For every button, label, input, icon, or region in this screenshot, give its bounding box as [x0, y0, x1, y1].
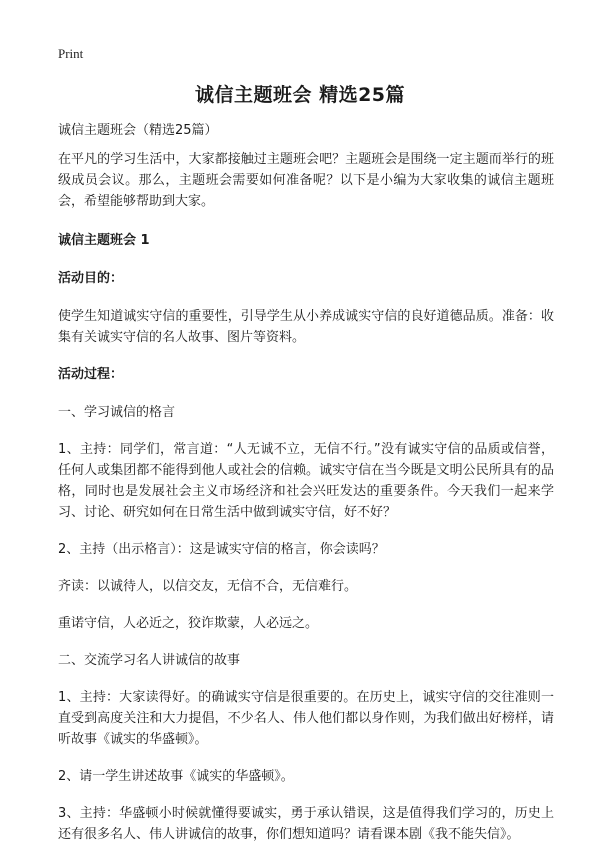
goal-heading: 活动目的： [58, 271, 124, 286]
intro-paragraph: 在平凡的学习生活中，大家都接触过主题班会吧？主题班会是围绕一定主题而举行的班级成员会议。那么，主题班会需要如何准备呢？以下是小编为大家收集的诚信主题班会，希望能够帮助到大家。 [58, 152, 554, 209]
goal-paragraph: 使学生知道诚实守信的重要性，引导学生从小养成诚实守信的良好道德品质。准备：收集有关诚实守信的名人故事、图片等资料。 [58, 309, 554, 345]
print-label: Print [58, 46, 84, 61]
section-heading: 诚信主题班会 1 [58, 233, 150, 248]
paragraph: 2、主持（出示格言）：这是诚实守信的格言，你会读吗？ [58, 542, 385, 557]
part2-heading: 二、交流学习名人讲诚信的故事 [58, 653, 241, 668]
page-title: 诚信主题班会 精选25篇 [194, 84, 406, 106]
document-subtitle: 诚信主题班会（精选25篇） [58, 123, 218, 138]
part1-heading: 一、学习诚信的格言 [58, 405, 176, 420]
document-body [58, 120, 554, 861]
process-heading: 活动过程： [58, 367, 124, 382]
paragraph: 3、主持：华盛顿小时候就懂得要诚实，勇于承认错误，这是值得我们学习的，历史上还有很多名人、伟人讲诚信的故事，你们想知道吗？请看课本剧《我不能失信》。 [58, 806, 554, 842]
paragraph: 1、主持：大家读得好。的确诚实守信是很重要的。在历史上，诚实守信的交往准则一直受到高度关注和大力提倡，不少名人、伟人他们都以身作则，为我们做出好榜样，请听故事《诚实的华盛顿》。 [58, 690, 554, 747]
paragraph: 重诺守信，人必近之，狡诈欺蒙，人必远之。 [58, 616, 319, 631]
paragraph: 1、主持：同学们，常言道：“人无诚不立，无信不行。”没有诚实守信的品质或信誉，任何人或集团都不能得到他人或社会的信赖。诚实守信在当今既是文明公民所具有的品格，同时也是发展社会主义市场经济和社会兴旺发达的重要条件。今天我们一起来学习、讨论、研究如何在日常生活中做到诚实守信，好不好？ [58, 442, 554, 520]
paragraph: 2、请一学生讲述故事《诚实的华盛顿》。 [58, 769, 294, 784]
paragraph: 齐读：以诚待人，以信交友，无信不合，无信难行。 [58, 579, 358, 594]
